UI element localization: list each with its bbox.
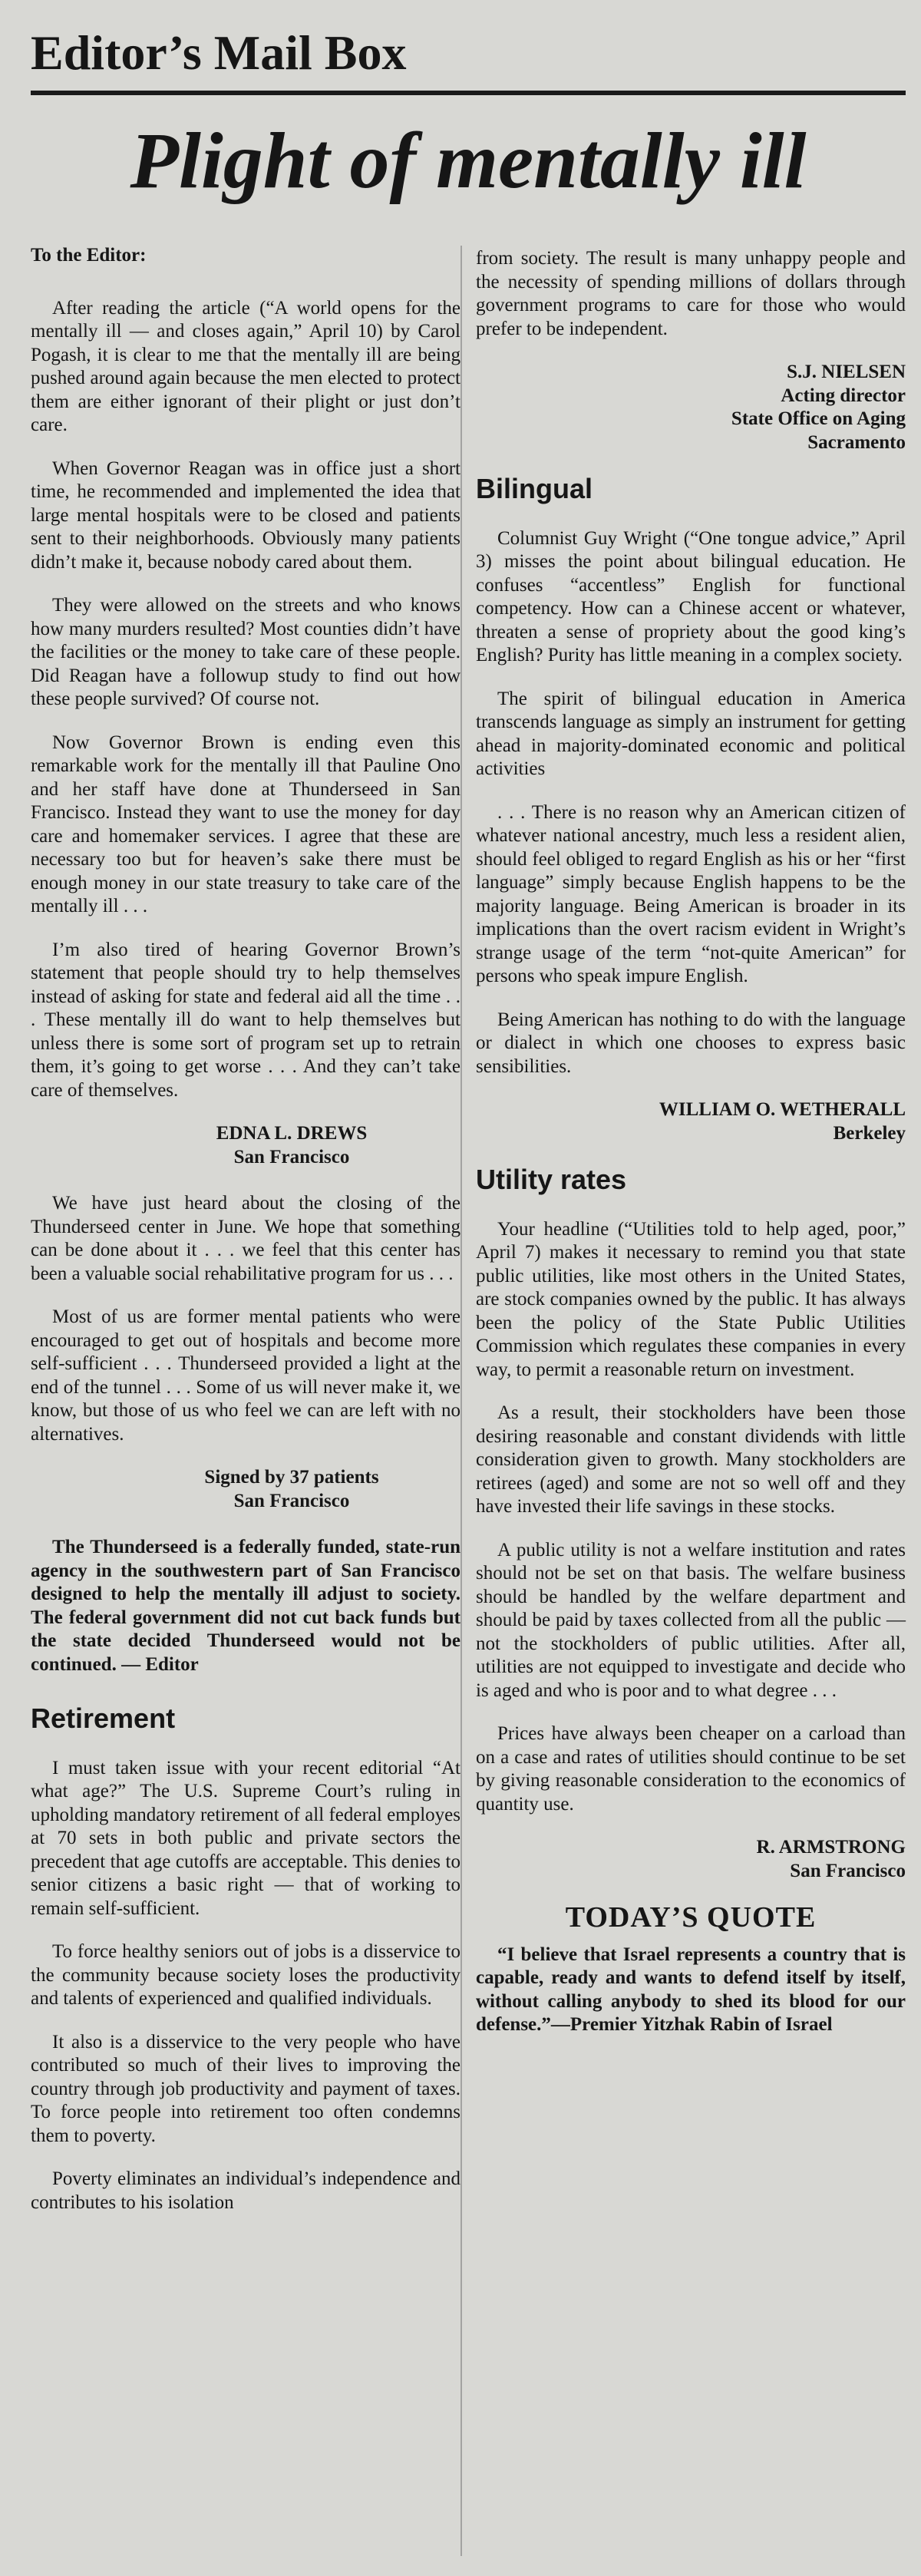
letter-paragraph: After reading the article (“A world opens for the mentally ill — and closes again,” April 10) by Carol Pogash, it is clear to me that the mentally ill are being pushed around again because the men elected to protect them are either ignorant of their plight or just don’t care. [31,297,460,435]
todays-quote-text: “I believe that Israel represents a country that is capable, ready and wants to defend itself by itself, without calling anybody to shed its blood for our defense.”—Premier Yitzhak Rabin of Israel [476,1944,906,2035]
letter-paragraph: Columnist Guy Wright (“One tongue advice,” April 3) misses the point about bilingual education. He confuses “accentless” English for functional competency. How can a Chinese accent or whatever, threaten a sense of propriety about the good king’s English? Purity has little meaning in a complex society. [476,527,906,665]
signature-block [31,1122,460,1169]
column-divider [460,246,462,2556]
letter-paragraph: I’m also tired of hearing Governor Brown’s statement that people should try to help themselves instead of asking for state and federal aid all the time . . . These mentally ill do want to help themselves but unless there is some sort of program set up to retrain them, it’s going to get worse . . . And they can’t take care of themselves. [31,939,460,1101]
header-divider [31,91,906,95]
signature-place: San Francisco [233,1490,350,1511]
signature-block [476,1098,906,1145]
signature-place: Sacramento [807,431,906,453]
letter-paragraph: When Governor Reagan was in office just a short time, he recommended and implemented the idea that large mental hospitals were to be closed and patients sent to their neighborhoods. Obviously many patients didn’t make it, because nobody cared about them. [31,457,460,573]
signature-place: San Francisco [790,1860,906,1881]
letter-paragraph: I must taken issue with your recent editorial “At what age?” The U.S. Supreme Court’s ruling in upholding mandatory retirement of all federal employes at 70 sets in both public and private sectors the precedent that age cutoffs are acceptable. This denies to senior citizens a basic right — that of working to remain self-sufficient. [31,1757,460,1919]
letter-paragraph: The spirit of bilingual education in America transcends language as simply an instrument for getting ahead in majority-dominated economic and political activities [476,688,906,779]
section-header: Editor’s Mail Box [31,25,407,80]
right-column [476,247,906,2037]
section-heading-bilingual: Bilingual [476,473,593,504]
page-headline: Plight of mentally ill [130,117,807,205]
letter-paragraph: Prices have always been cheaper on a carload than on a case and rates of utilities should continue to be set by giving reasonable consideration to the economics of quantity use. [476,1723,906,1815]
signature-block [476,361,906,454]
letter-paragraph: To force healthy seniors out of jobs is a disservice to the community because society loses the productivity and talents of experienced and qualified individuals. [31,1941,460,2009]
letter-paragraph: Your headline (“Utilities told to help aged, poor,” April 7) makes it necessary to remind you that state public utilities, like most others in the United States, are stock companies owned by the public. It has always been the policy of the State Public Utilities Commission which regulates these companies in every way, to permit a reasonable return on investment. [476,1218,906,1380]
signature-name: S.J. NIELSEN [787,362,906,382]
signature-name: Signed by 37 patients [204,1467,379,1488]
signature-name: WILLIAM O. WETHERALL [659,1099,906,1120]
section-heading-utility-rates: Utility rates [476,1164,627,1195]
salutation: To the Editor: [31,245,147,266]
signature-name: R. ARMSTRONG [756,1837,906,1858]
signature-name: EDNA L. DREWS [216,1123,368,1144]
signature-title: Acting director [781,385,906,406]
letter-paragraph: We have just heard about the closing of the Thunderseed center in June. We hope that something can be done about it . . . we feel that this center has been a valuable social rehabilitative program for us . . . [31,1193,460,1284]
signature-org: State Office on Aging [731,408,906,429]
letter-paragraph: They were allowed on the streets and who knows how many murders resulted? Most counties didn’t have the facilities or the money to take care of these people. Did Reagan have a followup study to find out how these people survived? Of course not. [31,595,460,709]
signature-place: Berkeley [833,1122,906,1144]
signature-place: San Francisco [233,1146,350,1167]
editor-note: The Thunderseed is a federally funded, state-run agency in the southwestern part of San Francisco designed to help the mentally ill adjust to society. The federal government did not cut back funds but the state decided Thunderseed would not be continued. — Editor [31,1537,460,1675]
signature-block [476,1836,906,1883]
letter-paragraph: A public utility is not a welfare institution and rates should not be set on that basis. The welfare business should be handled by the welfare department and should be paid by taxes collected from all the public — not the stockholders of public utilities. After all, utilities are not equipped to investigate and decide who is aged and who is poor and to what degree . . . [476,1539,906,1701]
signature-block [31,1466,460,1513]
letter-paragraph: Now Governor Brown is ending even this remarkable work for the mentally ill that Pauline Ono and her staff have done at Thunderseed in San Francisco. Instead they want to use the money for day care and homemaker services. I agree that these are necessary too but for heaven’s sake there must be enough money in our state treasury to take care of the mentally ill . . . [31,732,460,916]
letter-paragraph: As a result, their stockholders have been those desiring reasonable and constant dividends with little consideration given to growth. Many stockholders are retirees (aged) and some are not so well off and they have invested their life savings in these stocks. [476,1402,906,1517]
section-heading-retirement: Retirement [31,1702,176,1734]
todays-quote-title: TODAY’S QUOTE [565,1901,817,1934]
letter-paragraph: Most of us are former mental patients who were encouraged to get out of hospitals and become more self-sufficient . . . Thunderseed provided a light at the end of the tunnel . . . Some of us will never make it, we know, but those of us who feel we can are left with no alternatives. [31,1306,460,1445]
letter-paragraph: Poverty eliminates an individual’s independence and contributes to his isolation [31,2168,460,2213]
letter-paragraph: Being American has nothing to do with the language or dialect in which one chooses to express basic sensibilities. [476,1009,906,1077]
letter-paragraph: It also is a disservice to the very people who have contributed so much of their lives to improving the country through job productivity and payment of taxes. To force people into retirement too often condemns them to poverty. [31,2031,460,2146]
letter-paragraph: . . . There is no reason why an American citizen of whatever national ancestry, much less a resident alien, should feel obliged to regard English as his or her “first language” simply because English happens to be the majority language. Being American is broader in its implications than the overt racism evident in Wright’s strange usage of the term “not-quite American” for persons who speak impure English. [476,801,906,986]
letter-paragraph: from society. The result is many unhappy people and the necessity of spending millions of dollars through government programs to care for those who would prefer to be independent. [476,248,906,339]
left-column [31,244,460,2234]
